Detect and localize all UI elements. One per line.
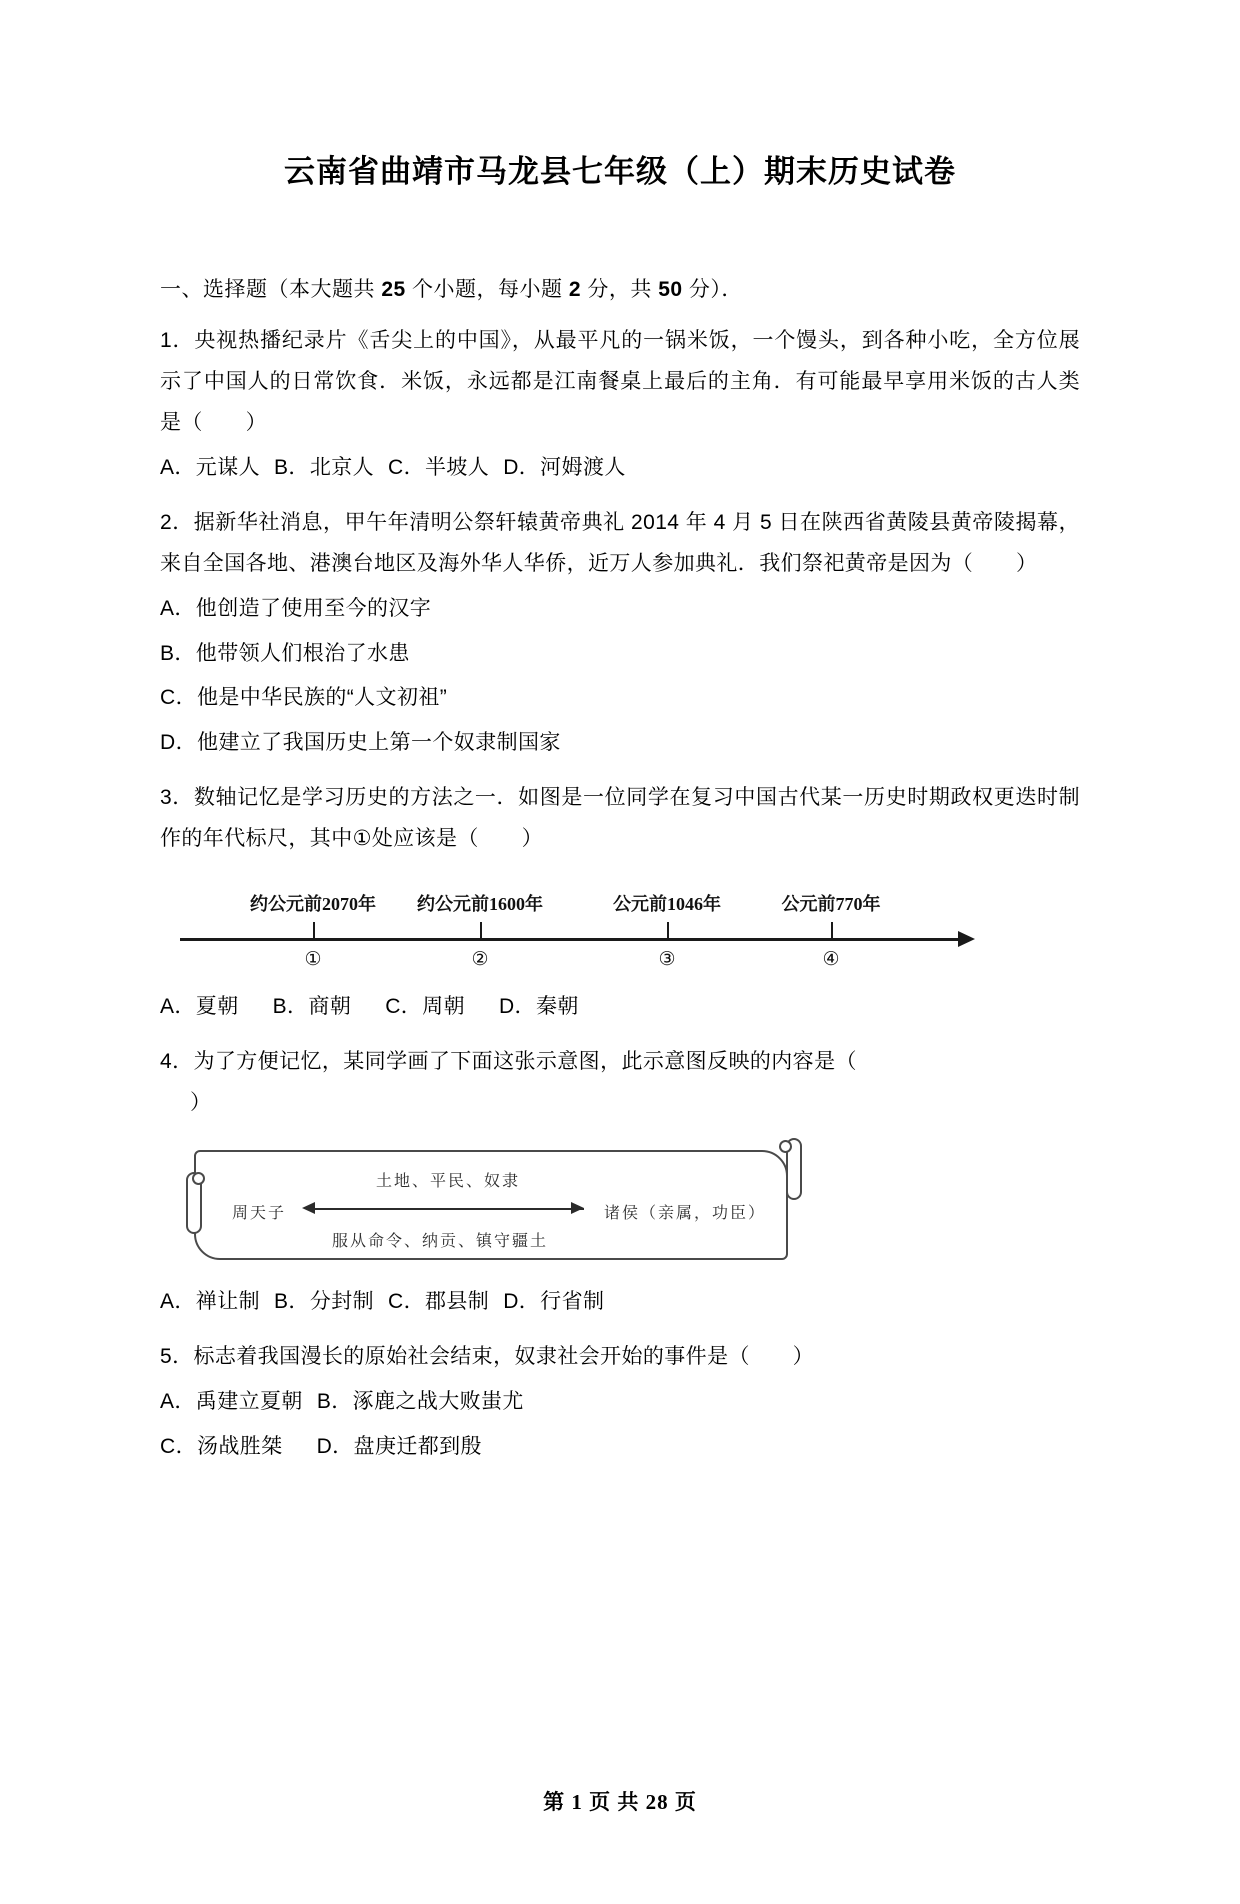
question-3-text: 3．数轴记忆是学习历史的方法之一．如图是一位同学在复习中国古代某一历史时期政权更迭时制作的年代标尺，其中①处应该是（ ） [160, 786, 1080, 851]
question-1-options [160, 448, 1080, 489]
question-5-option-a[interactable]: A．禹建立夏朝 [160, 1389, 303, 1413]
question-1-option-c[interactable]: C．半坡人 [388, 455, 490, 479]
question-3-option-a[interactable]: A．夏朝 [160, 995, 239, 1019]
section-label: 一、选择题 [160, 278, 268, 302]
scroll-corner-topright-icon [779, 1140, 792, 1153]
question-3-option-b[interactable]: B．商朝 [272, 995, 352, 1019]
question-2-option-d[interactable]: D．他建立了我国历史上第一个奴隶制国家 [160, 731, 561, 755]
question-5-option-c[interactable]: C．汤战胜桀 [160, 1434, 283, 1458]
diagram-right-label: 诸侯（亲属，功臣） [603, 1205, 766, 1223]
question-4-option-c[interactable]: C．郡县制 [388, 1290, 490, 1314]
diagram-bottom-label: 服从命令、纳贡、镇守疆土 [332, 1233, 549, 1251]
diagram-top-label: 土地、平民、奴隶 [376, 1173, 521, 1191]
timeline-figure [180, 876, 980, 981]
feudal-system-diagram [180, 1142, 800, 1272]
section-instruction-prefix: （本大题共 [267, 278, 382, 302]
question-1-option-b[interactable]: B．北京人 [274, 455, 375, 479]
question-3-options [160, 987, 1080, 1028]
question-4-text-continued: ） [190, 1091, 211, 1115]
timeline-marker-1: ① [304, 949, 322, 971]
page-footer: 第 1 页 共 28 页 [543, 1790, 697, 1814]
exam-page [0, 150, 1240, 1904]
timeline-marker-4: ④ [822, 949, 840, 971]
timeline-label-3: 公元前1046年 [613, 894, 721, 915]
question-3 [160, 778, 1080, 1028]
question-3-option-c[interactable]: C．周朝 [385, 995, 465, 1019]
question-2-option-b[interactable]: B．他带领人们根治了水患 [160, 641, 410, 665]
question-4 [160, 1042, 1080, 1323]
timeline-marker-3: ③ [658, 949, 676, 971]
question-5-options-row-1 [160, 1382, 1080, 1423]
question-1 [160, 321, 1080, 489]
section-question-count: 25 [381, 278, 406, 302]
question-5-text: 5．标志着我国漫长的原始社会结束，奴隶社会开始的事件是（ ） [160, 1344, 815, 1368]
question-1-text: 1．央视热播纪录片《舌尖上的中国》，从最平凡的一锅米饭，一个馒头，到各种小吃，全方位展示了中国人的日常饮食．米饭，永远都是江南餐桌上最后的主角．有可能最早享用米饭的古人类是（ ） [160, 328, 1080, 434]
section-instruction-mid2: 分，共 [581, 278, 659, 302]
scroll-corner-topleft-icon [192, 1172, 205, 1185]
question-1-option-a[interactable]: A．元谋人 [160, 455, 261, 479]
question-2-option-c[interactable]: C．他是中华民族的“人文初祖” [160, 686, 448, 710]
timeline-label-2: 约公元前1600年 [417, 894, 543, 915]
question-4-option-d[interactable]: D．行省制 [503, 1290, 605, 1314]
timeline-tick-2 [480, 922, 482, 940]
section-instruction-mid1: 个小题，每小题 [405, 278, 569, 302]
question-3-option-d[interactable]: D．秦朝 [498, 995, 579, 1019]
timeline-label-4: 公元前770年 [781, 894, 881, 915]
timeline-arrow-icon [958, 931, 975, 947]
diagram-arrowhead-left-icon [302, 1202, 315, 1214]
page-title: 云南省曲靖市马龙县七年级（上）期末历史试卷 [284, 154, 956, 189]
section-points-each: 2 [568, 278, 582, 302]
question-2 [160, 503, 1080, 765]
question-5-option-b[interactable]: B．涿鹿之战大败蚩尤 [316, 1389, 524, 1413]
question-4-option-b[interactable]: B．分封制 [274, 1290, 375, 1314]
question-4-option-a[interactable]: A．禅让制 [160, 1290, 261, 1314]
diagram-arrowhead-right-icon [571, 1202, 584, 1214]
question-5-option-d[interactable]: D．盘庚迁都到殷 [316, 1434, 482, 1458]
question-1-option-d[interactable]: D．河姆渡人 [503, 455, 626, 479]
diagram-left-label: 周天子 [232, 1205, 287, 1223]
question-5 [160, 1337, 1080, 1468]
question-4-text: 4．为了方便记忆，某同学画了下面这张示意图，此示意图反映的内容是（ [160, 1050, 857, 1074]
timeline-axis [180, 938, 960, 941]
section-header [160, 273, 1080, 307]
timeline-marker-2: ② [471, 949, 489, 971]
diagram-arrow-line [312, 1208, 584, 1210]
timeline-tick-4 [831, 922, 833, 940]
question-2-text: 2．据新华社消息，甲午年清明公祭轩辕黄帝典礼 2014 年 4 月 5 日在陕西省黄陵县黄帝陵揭幕，来自全国各地、港澳台地区及海外华人华侨，近万人参加典礼．我们祭祀黄帝是因为（ ） [160, 510, 1080, 575]
timeline-tick-1 [313, 922, 315, 940]
timeline-label-1: 约公元前2070年 [250, 894, 376, 915]
question-4-options [160, 1282, 1080, 1323]
question-5-options-row-2 [160, 1427, 1080, 1468]
timeline-tick-3 [667, 922, 669, 940]
section-instruction-suffix: 分）． [682, 278, 743, 302]
question-2-option-a[interactable]: A．他创造了使用至今的汉字 [160, 596, 432, 620]
section-points-total: 50 [658, 278, 683, 302]
